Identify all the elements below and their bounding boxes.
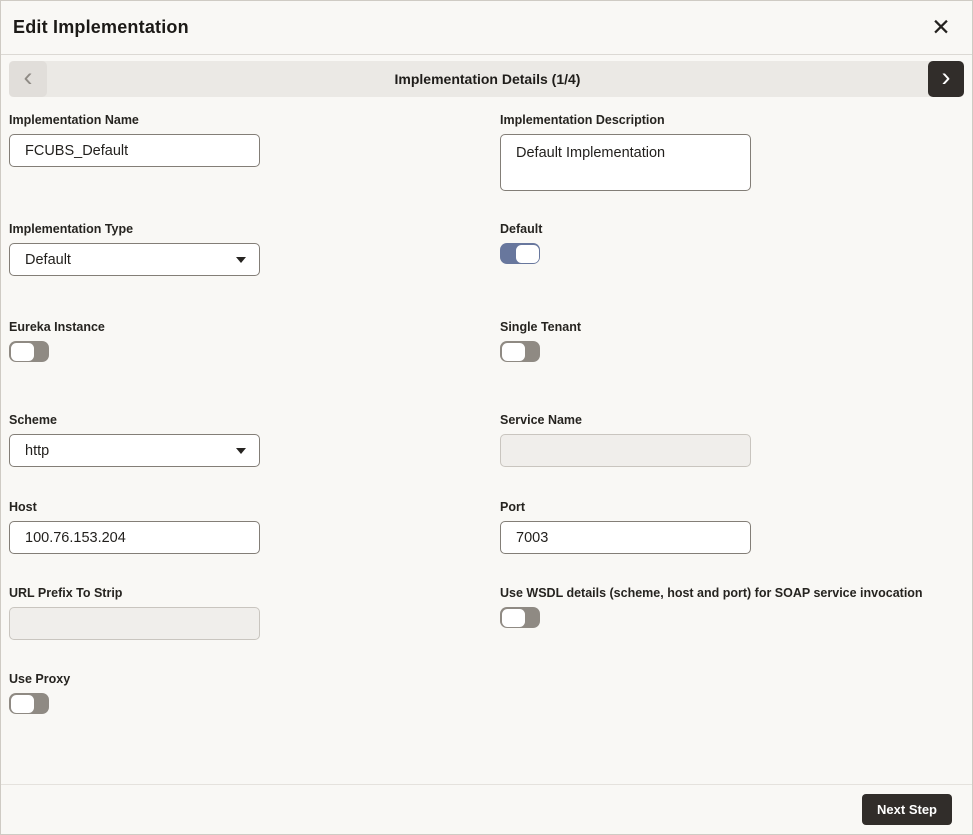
port-input[interactable] (500, 521, 751, 554)
stepper-bar (9, 61, 964, 97)
implementation-name-field (9, 113, 500, 167)
dialog-footer (1, 784, 972, 834)
next-step-button[interactable]: Next Step (862, 794, 952, 825)
dialog-header (1, 1, 972, 55)
use-wsdl-field (500, 586, 964, 628)
eureka-instance-label: Eureka Instance (9, 320, 105, 334)
default-toggle[interactable] (500, 243, 540, 264)
eureka-instance-toggle[interactable] (9, 341, 49, 362)
implementation-description-input[interactable] (500, 134, 751, 191)
scheme-label: Scheme (9, 413, 57, 427)
toggle-thumb (11, 343, 34, 361)
port-field (500, 500, 964, 554)
use-proxy-label: Use Proxy (9, 672, 71, 686)
toggle-thumb (516, 245, 539, 263)
next-step-icon[interactable]: › (928, 61, 964, 97)
toggle-thumb (502, 609, 525, 627)
service-name-label: Service Name (500, 413, 583, 427)
url-prefix-to-strip-input (9, 607, 260, 640)
implementation-name-label: Implementation Name (9, 113, 139, 127)
implementation-type-field (9, 222, 500, 276)
implementation-description-label: Implementation Description (500, 113, 665, 127)
dialog-title: Edit Implementation (13, 17, 189, 37)
port-label: Port (500, 500, 525, 514)
url-prefix-to-strip-label: URL Prefix To Strip (9, 586, 123, 600)
single-tenant-label: Single Tenant (500, 320, 582, 334)
service-name-field (500, 413, 964, 467)
stepper-title: Implementation Details (1/4) (394, 71, 581, 87)
implementation-description-field (500, 113, 964, 196)
default-field (500, 222, 964, 264)
host-input[interactable] (9, 521, 260, 554)
scheme-field (9, 413, 500, 467)
implementation-type-select[interactable] (9, 243, 260, 276)
scheme-select[interactable] (9, 434, 260, 467)
use-proxy-toggle[interactable] (9, 693, 49, 714)
single-tenant-toggle[interactable] (500, 341, 540, 362)
previous-step-icon[interactable]: ‹ (9, 61, 47, 97)
eureka-instance-field (9, 320, 500, 362)
toggle-thumb (502, 343, 525, 361)
implementation-type-label: Implementation Type (9, 222, 134, 236)
host-field (9, 500, 500, 554)
use-proxy-field (9, 672, 500, 714)
host-label: Host (9, 500, 37, 514)
implementation-name-input[interactable] (9, 134, 260, 167)
implementation-details-form (1, 97, 972, 784)
close-icon[interactable]: ✕ (926, 13, 956, 43)
scheme-value: http (25, 442, 50, 459)
toggle-thumb (11, 695, 34, 713)
single-tenant-field (500, 320, 964, 362)
url-prefix-to-strip-field (9, 586, 500, 640)
implementation-type-value: Default (25, 251, 71, 268)
use-wsdl-label: Use WSDL details (scheme, host and port) for SOAP service invocation (500, 586, 923, 600)
service-name-input (500, 434, 751, 467)
use-wsdl-toggle[interactable] (500, 607, 540, 628)
dropdown-caret-icon (236, 257, 246, 263)
dropdown-caret-icon (236, 448, 246, 454)
default-label: Default (500, 222, 543, 236)
